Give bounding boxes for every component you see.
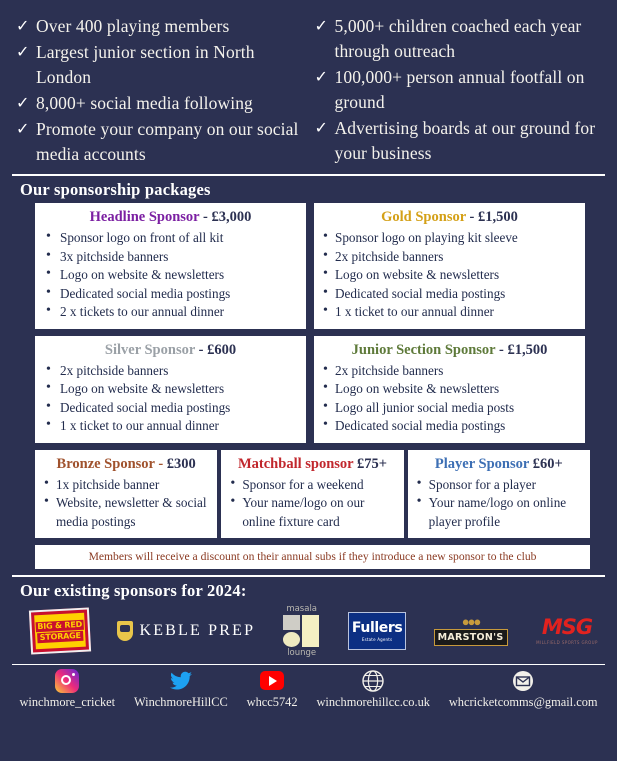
packages-row-2 — [0, 336, 617, 443]
package-price: - £3,000 — [199, 209, 252, 225]
packages-row-3 — [0, 450, 617, 539]
package-card-gold[interactable] — [314, 203, 585, 329]
package-benefit: • Sponsor for a player — [415, 476, 583, 495]
package-price: - £1,500 — [465, 209, 518, 225]
social-handle: WinchmoreHillCC — [133, 695, 228, 709]
highlights-column-left — [16, 14, 309, 168]
package-card-matchball[interactable] — [221, 450, 403, 539]
package-name: Player Sponsor — [434, 455, 530, 472]
highlight-text: Largest junior section in North London — [36, 42, 255, 87]
keble-crest-icon — [117, 621, 133, 641]
sponsor-logo-keble-prep[interactable] — [117, 621, 255, 641]
package-price: - £600 — [195, 341, 237, 358]
package-benefit: • 3x pitchside banners — [42, 248, 299, 267]
package-benefits — [321, 362, 578, 436]
instagram-icon[interactable] — [55, 669, 79, 693]
check-icon: ✓ — [16, 95, 30, 112]
package-benefit: • Logo on website & newsletters — [321, 380, 578, 399]
check-icon: ✓ — [314, 69, 328, 86]
youtube-icon[interactable] — [260, 671, 284, 690]
highlight-text: 100,000+ person annual footfall on ground — [334, 67, 585, 112]
email-icon[interactable] — [511, 669, 535, 693]
highlight-item — [315, 65, 608, 115]
package-name: Gold Sponsor — [381, 209, 466, 225]
check-icon: ✓ — [16, 18, 30, 35]
package-benefits — [42, 476, 210, 532]
check-icon: ✓ — [16, 121, 30, 138]
package-benefit: • Dedicated social media postings — [321, 285, 578, 304]
sponsor-logo-marstons[interactable] — [434, 616, 508, 646]
sponsor-logo-masala-lounge[interactable] — [283, 604, 321, 658]
package-benefit: • 2x pitchside banners — [42, 362, 299, 381]
package-benefits — [228, 476, 396, 532]
social-links — [0, 665, 617, 709]
package-card-player[interactable] — [408, 450, 590, 539]
package-card-bronze[interactable] — [35, 450, 217, 539]
packages-row-1 — [0, 203, 617, 329]
highlight-text: Advertising boards at our ground for your business — [334, 118, 596, 163]
package-benefit: • Logo all junior social media posts — [321, 399, 578, 418]
highlight-text: Over 400 playing members — [36, 16, 230, 36]
package-benefit: • Your name/logo on online player profile — [415, 494, 583, 531]
globe-icon[interactable] — [361, 669, 385, 693]
package-benefit: • Sponsor logo on front of all kit — [42, 229, 299, 248]
club-highlights — [0, 0, 617, 168]
sponsor-logo-line1: masala — [286, 604, 318, 614]
package-card-title — [228, 455, 396, 474]
masala-square — [283, 632, 300, 647]
sponsor-logo-big-and-red-storage[interactable] — [29, 607, 91, 654]
package-card-silver[interactable] — [35, 336, 306, 443]
sponsor-logo-fullers[interactable] — [348, 612, 406, 650]
sponsor-logo-line2: lounge — [287, 648, 317, 658]
package-benefit: • Logo on website & newsletters — [42, 266, 299, 285]
package-benefit: • Dedicated social media postings — [321, 417, 578, 436]
package-card-title — [321, 208, 578, 227]
package-benefit: • Website, newsletter & social media postings — [42, 494, 210, 531]
sponsor-logo-line2: STORAGE — [38, 630, 83, 642]
package-name: Silver Sponsor — [104, 341, 196, 358]
highlight-item — [16, 117, 309, 167]
package-card-title — [415, 455, 583, 474]
package-benefit: • Sponsor logo on playing kit sleeve — [321, 229, 578, 248]
sponsor-logo-wordmark: MARSTON'S — [434, 629, 508, 646]
package-name: Headline Sponsor — [89, 209, 200, 225]
package-card-headline[interactable] — [35, 203, 306, 329]
social-link-email[interactable] — [449, 669, 598, 709]
check-icon: ✓ — [314, 18, 328, 35]
social-handle: winchmorehillcc.co.uk — [316, 695, 430, 709]
twitter-icon[interactable] — [169, 669, 193, 693]
social-handle: whcricketcomms@gmail.com — [448, 695, 598, 709]
package-name: Junior Section Sponsor — [351, 341, 496, 358]
sponsor-logo-wordmark: KEBLE PREP — [139, 622, 256, 639]
sponsors-heading: Our existing sponsors for 2024: — [20, 580, 247, 600]
package-card-title — [42, 455, 210, 474]
highlight-item — [315, 116, 608, 166]
package-card-junior-section[interactable] — [314, 336, 585, 443]
sponsor-logo-subtext: MILLFIELD SPORTS GROUP — [536, 640, 598, 645]
package-benefits — [321, 229, 578, 322]
highlight-item — [315, 14, 608, 64]
sponsor-logo-wordmark: Fullers — [351, 619, 403, 636]
masala-square — [283, 615, 300, 630]
package-price: £300 — [163, 455, 196, 472]
package-benefit: • 2x pitchside banners — [321, 362, 578, 381]
highlight-item — [16, 14, 309, 39]
highlight-text: Promote your company on our social media accounts — [36, 119, 299, 164]
package-card-title — [42, 341, 299, 360]
social-link-twitter[interactable] — [134, 669, 228, 709]
package-benefit: • Your name/logo on our online fixture card — [228, 494, 396, 531]
social-link-website[interactable] — [316, 669, 430, 709]
package-name: Matchball sponsor — [237, 455, 354, 472]
package-benefit: • 2 x tickets to our annual dinner — [42, 303, 299, 322]
sponsor-logo-subtext: Estate Agents — [361, 636, 393, 642]
package-benefit: • Dedicated social media postings — [42, 399, 299, 418]
package-card-title — [321, 341, 578, 360]
package-name: Bronze Sponsor - — [56, 455, 164, 472]
members-discount-note: Members will receive a discount on their annual subs if they introduce a new sponsor to the club — [35, 545, 590, 569]
highlight-text: 5,000+ children coached each year through outreach — [334, 16, 582, 61]
package-price: £60+ — [529, 455, 563, 472]
package-benefits — [42, 362, 299, 436]
package-benefit: • 2x pitchside banners — [321, 248, 578, 267]
package-benefit: • 1 x ticket to our annual dinner — [321, 303, 578, 322]
check-icon: ✓ — [314, 120, 328, 137]
package-benefit: • Sponsor for a weekend — [228, 476, 396, 495]
package-benefit: • Dedicated social media postings — [42, 285, 299, 304]
package-benefits — [42, 229, 299, 322]
sponsor-logos — [0, 604, 617, 658]
highlights-column-right — [315, 14, 608, 168]
check-icon: ✓ — [16, 44, 30, 61]
package-card-title — [42, 208, 299, 227]
package-benefit: • 1 x ticket to our annual dinner — [42, 417, 299, 436]
package-benefit: • Logo on website & newsletters — [321, 266, 578, 285]
sponsor-logo-wordmark: MSG — [541, 615, 593, 639]
social-handle: whcc5742 — [246, 695, 298, 709]
masala-square — [302, 615, 319, 647]
package-benefit: • Logo on website & newsletters — [42, 380, 299, 399]
highlight-item — [16, 91, 309, 116]
package-benefits — [415, 476, 583, 532]
social-link-instagram[interactable] — [19, 669, 115, 709]
package-price: £75+ — [353, 455, 387, 472]
packages-heading: Our sponsorship packages — [20, 180, 211, 199]
marstons-barrels-icon: ●●● — [461, 614, 480, 629]
highlight-item — [16, 40, 309, 90]
sponsor-logo-msg[interactable] — [535, 617, 599, 645]
highlight-text: 8,000+ social media following — [36, 93, 253, 113]
package-benefit: • 1x pitchside banner — [42, 476, 210, 495]
masala-squares-icon — [283, 615, 321, 647]
social-link-youtube[interactable] — [247, 671, 298, 709]
sponsor-logo-line1: BIG & RED — [35, 619, 84, 632]
package-price: - £1,500 — [495, 341, 548, 358]
social-handle: winchmore_cricket — [19, 695, 116, 709]
